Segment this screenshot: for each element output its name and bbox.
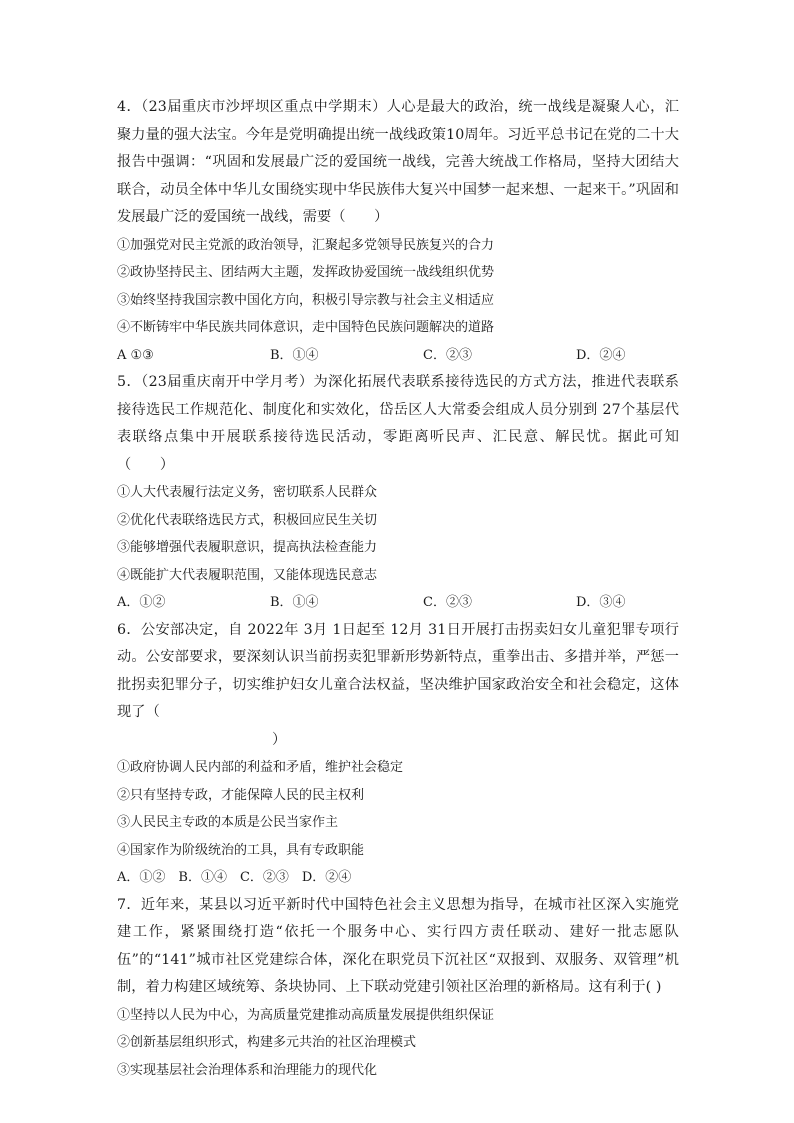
question-stem: 5．（23届重庆南开中学月考）为深化拓展代表联系接待选民的方式方法，推进代表联系接待选民工作规范化、制度化和实效化，岱岳区人大常委会组成人员分别到 27个基层代表联络点集中开展联系接待选民活动，零距离听民声、汇民意、解民忧。据此可知（ ） bbox=[117, 374, 679, 473]
choice-a: A．①② bbox=[117, 595, 166, 610]
choice-a: A ①③ bbox=[117, 347, 154, 363]
choice-b: B．①④ bbox=[270, 595, 319, 610]
option-4: ④国家作为阶级统治的工具，具有专政职能 bbox=[117, 842, 365, 858]
question-6 bbox=[117, 617, 679, 892]
question-5 bbox=[117, 369, 679, 617]
answer-choices bbox=[117, 589, 679, 617]
question-stem: 7．近年来，某县以习近平新时代中国特色社会主义思想为指导，在城市社区深入实施党建工作，紧紧围绕打造“依托一个服务中心、实行四方责任联动、建好一批志愿队伍”的“141”城市社区党建综合体，深化在职党员下沉社区“双报到、双服务、双管理”机制，着力构建区域统筹、条块协同、上下联动党建引领社区治理的新格局。这有利于( ) bbox=[117, 896, 679, 995]
option-1: ①加强党对民主党派的政治领导，汇聚起多党领导民族复兴的合力 bbox=[117, 237, 495, 253]
question-stem: 4．（23届重庆市沙坪坝区重点中学期末）人心是最大的政治，统一战线是凝聚人心，汇聚力量的强大法宝。今年是党明确提出统一战线政策10周年。习近平总书记在党的二十大报告中强调：“巩固和发展最广泛的爱国统一战线，完善大统战工作格局，坚持大团结大联合，动员全体中华儿女围绕实现中华民族伟大复兴中国梦一起来想、一起来干。”巩固和发展最广泛的爱国统一战线，需要（ ） bbox=[117, 99, 679, 225]
option-2: ②创新基层组织形式，构建多元共治的社区治理模式 bbox=[117, 1035, 417, 1050]
option-1: ①人大代表履行法定义务，密切联系人民群众 bbox=[117, 485, 378, 500]
choice-c: C．②③ bbox=[423, 347, 472, 363]
option-2: ②优化代表联络选民方式，积极回应民生关切 bbox=[117, 512, 378, 528]
option-4: ④既能扩大代表履职范围，又能体现选民意志 bbox=[117, 567, 378, 583]
question-7 bbox=[117, 892, 679, 1085]
option-2: ②只有坚持专政，才能保障人民的民主权利 bbox=[117, 787, 365, 803]
choice-d: D．②④ bbox=[576, 347, 626, 363]
answer-paren: ） bbox=[272, 731, 287, 748]
question-4 bbox=[117, 94, 679, 369]
option-3: ③始终坚持我国宗教中国化方向，积极引导宗教与社会主义相适应 bbox=[117, 292, 495, 308]
choice-c: C．②③ bbox=[423, 595, 472, 610]
question-stem: 6．公安部决定，自 2022年 3月 1日起至 12月 31日开展打击拐卖妇女儿童犯罪专项行动。公安部要求，要深刻认识当前拐卖犯罪新形势新特点，重拳出击、多措并举，严惩一批拐卖犯罪分子，切实维护妇女儿童合法权益，坚决维护国家政治安全和社会稳定，这体现了（ bbox=[117, 621, 679, 720]
option-3: ③人民民主专政的本质是公民当家作主 bbox=[117, 815, 339, 830]
answer-choices: A．①② B．①④ C．②③ D．②④ bbox=[117, 870, 352, 885]
choice-b: B．①④ bbox=[270, 347, 319, 363]
option-2: ②政协坚持民主、团结两大主题，发挥政协爱国统一战线组织优势 bbox=[117, 265, 495, 280]
option-1: ①政府协调人民内部的利益和矛盾，维护社会稳定 bbox=[117, 760, 404, 775]
option-4: ④不断铸牢中华民族共同体意识，走中国特色民族问题解决的道路 bbox=[117, 320, 495, 335]
option-1: ①坚持以人民为中心，为高质量党建推动高质量发展提供组织保证 bbox=[117, 1007, 495, 1023]
answer-choices bbox=[117, 342, 679, 370]
exam-page bbox=[117, 94, 679, 1084]
choice-d: D．③④ bbox=[576, 595, 626, 610]
option-3: ③实现基层社会治理体系和治理能力的现代化 bbox=[117, 1062, 378, 1078]
option-3: ③能够增强代表履职意识，提高执法检查能力 bbox=[117, 540, 378, 555]
